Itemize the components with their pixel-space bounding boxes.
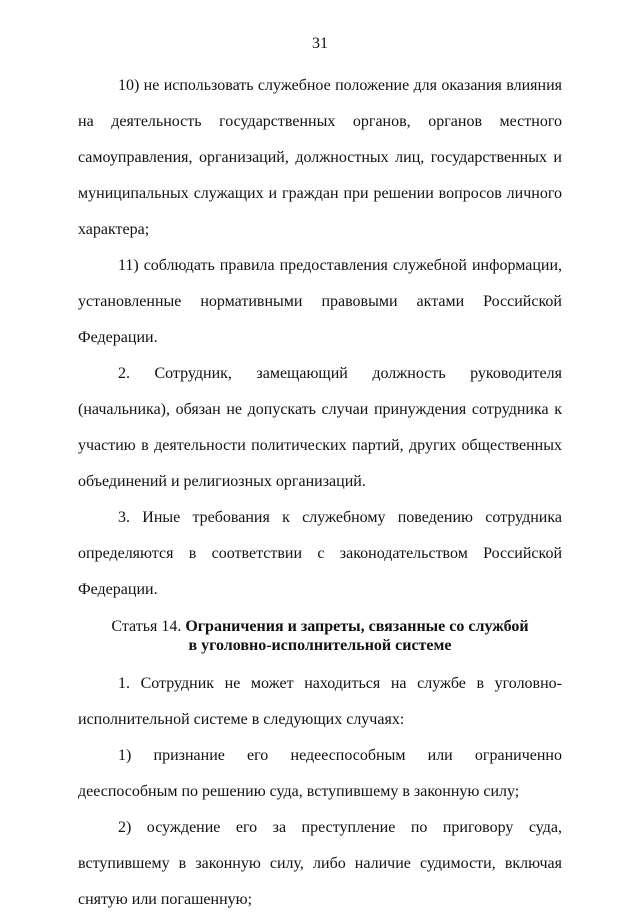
paragraph-part-3: 3. Иные требования к служебному поведению сотрудника определяются в соответствии с законодательством Российской Федерации. [78,509,562,598]
document-body [78,68,562,918]
article-heading [78,608,562,666]
paragraph-part-2: 2. Сотрудник, замещающий должность руководителя (начальника), обязан не допускать случаи принуждения сотрудника к участию в деятельности политических партий, других общественных объединений и религиозных организаций. [78,365,562,490]
article-title-line2: в уголовно-исполнительной системе [188,637,452,654]
paragraph-item-2: 2) осуждение его за преступление по приговору суда, вступившему в законную силу, либо наличие судимости, включая снятую или погашенную; [78,819,562,908]
article-title-line1: Ограничения и запреты, связанные со службой [185,618,529,635]
article-label: Статья 14. [111,618,182,635]
page-number: 31 [312,35,328,52]
paragraph-part-1: 1. Сотрудник не может находиться на службе в уголовно-исполнительной системе в следующих случаях: [78,675,562,728]
paragraph-item-10: 10) не использовать служебное положение для оказания влияния на деятельность государственных органов, органов местного самоуправления, организаций, должностных лиц, государственных и муниципальных служащих и граждан при решении вопросов личного характера; [78,77,562,238]
paragraph-item-11: 11) соблюдать правила предоставления служебной информации, установленные нормативными правовыми актами Российской Федерации. [78,257,562,346]
paragraph-item-1: 1) признание его недееспособным или ограниченно дееспособным по решению суда, вступившему в законную силу; [78,747,562,800]
